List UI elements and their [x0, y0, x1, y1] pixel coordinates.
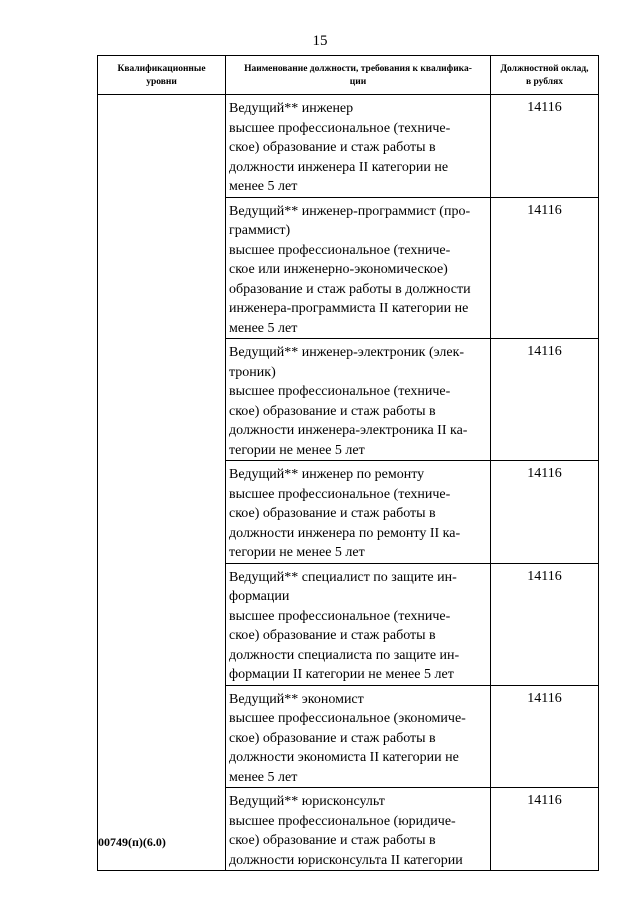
requirement-line: высшее профессиональное (экономиче-	[229, 711, 466, 726]
requirement-line: должности юрисконсульта II категории	[229, 852, 463, 868]
requirement-line: Ведущий** инженер-программист (про-	[229, 203, 471, 219]
table-header-row	[98, 56, 599, 95]
requirement-line: менее 5 лет	[229, 179, 298, 194]
requirement-line: Ведущий** инженер-электроник (элек-	[229, 345, 465, 360]
salary-cell: 14116	[491, 563, 599, 685]
table-row	[98, 95, 599, 198]
requirement-line: инженера-программиста II категории не	[229, 301, 469, 316]
requirement-line: менее 5 лет	[229, 769, 298, 785]
requirement-line: высшее профессиональное (техниче-	[229, 242, 451, 258]
page-number: 15	[312, 33, 328, 49]
requirement-line: формации II категории не менее 5 лет	[229, 667, 454, 682]
position-requirements-cell	[226, 461, 491, 564]
requirement-line: менее 5 лет	[229, 320, 298, 336]
requirement-line: высшее профессиональное (техниче-	[229, 384, 451, 399]
requirement-line: ское или инженерно-экономическое)	[229, 262, 448, 277]
header-position-requirements	[226, 56, 491, 95]
header-text: ции	[349, 77, 367, 87]
requirement-line: ское) образование и стаж работы в	[229, 833, 436, 848]
requirement-line: высшее профессиональное (техниче-	[229, 120, 451, 136]
position-requirements-cell	[226, 339, 491, 461]
salary-cell: 14116	[491, 685, 599, 788]
requirement-line: высшее профессиональное (техниче-	[229, 486, 451, 502]
header-text: Наименование должности, требования к квалифика-	[244, 64, 472, 74]
requirement-line: Ведущий** специалист по защите ин-	[229, 569, 457, 585]
requirement-line: Ведущий** экономист	[229, 691, 364, 707]
header-text: в рублях	[525, 77, 564, 87]
requirement-line: должности специалиста по защите ин-	[229, 647, 460, 663]
position-requirements-cell	[226, 563, 491, 685]
header-text: Должностной оклад,	[500, 64, 589, 74]
requirement-line: Ведущий** инженер по ремонту	[229, 467, 425, 482]
requirement-line: должности экономиста II категории не	[229, 750, 459, 765]
salary-cell: 14116	[491, 339, 599, 461]
requirement-line: должности инженера II категории не	[229, 159, 449, 175]
header-text: уровни	[146, 77, 177, 87]
qualification-level-cell	[98, 95, 226, 871]
requirement-line: высшее профессиональное (юридиче-	[229, 813, 456, 829]
header-text: Квалификационные	[117, 64, 206, 74]
salary-cell: 14116	[491, 461, 599, 564]
requirement-line: формации	[229, 589, 290, 604]
requirement-line: троник)	[229, 364, 276, 380]
requirement-line: ское) образование и стаж работы в	[229, 628, 436, 643]
header-salary	[491, 56, 599, 95]
requirement-line: тегории не менее 5 лет	[229, 545, 365, 560]
requirement-line: Ведущий** инженер	[229, 101, 354, 116]
requirement-line: должности инженера по ремонту II ка-	[229, 525, 461, 541]
requirement-line: образование и стаж работы в должности	[229, 281, 471, 297]
requirement-line: должности инженера-электроника II ка-	[229, 423, 468, 438]
salary-cell: 14116	[491, 95, 599, 198]
qualification-table	[97, 55, 599, 871]
salary-cell: 14116	[491, 197, 599, 339]
requirement-line: тегории не менее 5 лет	[229, 442, 365, 458]
requirement-line: высшее профессиональное (техниче-	[229, 608, 451, 624]
position-requirements-cell	[226, 197, 491, 339]
document-code: 00749(п)(6.0)	[98, 835, 166, 849]
requirement-line: ское) образование и стаж работы в	[229, 730, 436, 746]
salary-cell: 14116	[491, 788, 599, 871]
requirement-line: Ведущий** юрисконсульт	[229, 794, 385, 809]
requirement-line: граммист)	[229, 223, 291, 238]
requirement-line: ское) образование и стаж работы в	[229, 506, 436, 521]
requirement-line: ское) образование и стаж работы в	[229, 403, 436, 419]
header-qualification-levels	[98, 56, 226, 95]
position-requirements-cell	[226, 685, 491, 788]
position-requirements-cell	[226, 788, 491, 871]
position-requirements-cell	[226, 95, 491, 198]
requirement-line: ское) образование и стаж работы в	[229, 140, 436, 155]
